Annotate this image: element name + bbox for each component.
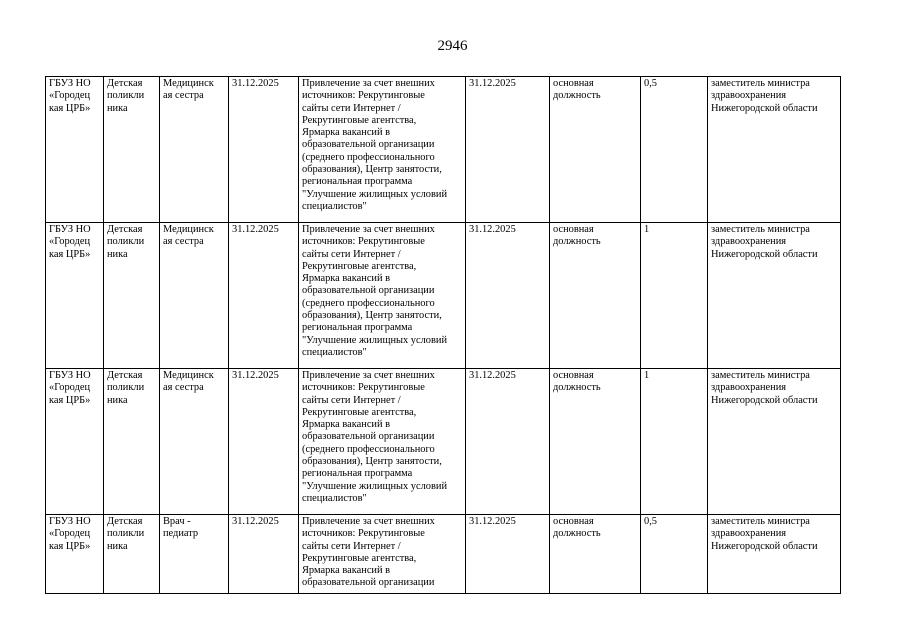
cell-responsible: заместитель министра здравоохранения Нижегородской области <box>708 223 841 369</box>
cell-rate: 1 <box>641 369 708 515</box>
cell-date: 31.12.2025 <box>466 515 550 594</box>
table-row <box>46 515 841 594</box>
page-number: 2946 <box>437 38 468 54</box>
cell-organization: ГБУЗ НО «Городец кая ЦРБ» <box>46 515 104 594</box>
cell-rate: 1 <box>641 223 708 369</box>
cell-unit: Детская поликли ника <box>104 223 160 369</box>
cell-position: Медицинск ая сестра <box>160 369 229 515</box>
cell-position: Врач - педиатр <box>160 515 229 594</box>
cell-job-type: основная должность <box>550 515 641 594</box>
cell-deadline: 31.12.2025 <box>229 369 299 515</box>
cell-unit: Детская поликли ника <box>104 77 160 223</box>
cell-source: Привлечение за счет внешних источников: Рекрутинговые сайты сети Интернет / Рекрутинговые агентства, Ярмарка вакансий в образовательной организации (среднего профессионального образования), Центр занятости, региональная программа "Улучшение жилищных условий специалистов" <box>299 223 466 369</box>
cell-unit: Детская поликли ника <box>104 369 160 515</box>
cell-job-type: основная должность <box>550 77 641 223</box>
cell-organization: ГБУЗ НО «Городец кая ЦРБ» <box>46 223 104 369</box>
cell-rate: 0,5 <box>641 515 708 594</box>
cell-responsible: заместитель министра здравоохранения Нижегородской области <box>708 77 841 223</box>
cell-deadline: 31.12.2025 <box>229 515 299 594</box>
cell-position: Медицинск ая сестра <box>160 223 229 369</box>
cell-deadline: 31.12.2025 <box>229 223 299 369</box>
cell-responsible: заместитель министра здравоохранения Нижегородской области <box>708 515 841 594</box>
page-bottom-margin <box>45 594 841 640</box>
cell-source: Привлечение за счет внешних источников: Рекрутинговые сайты сети Интернет / Рекрутинговые агентства, Ярмарка вакансий в образовательной организации (среднего профессионального образования), Центр занятости, региональная программа "Улучшение жилищных условий специалистов" <box>299 77 466 223</box>
staffing-table <box>45 76 841 594</box>
cell-organization: ГБУЗ НО «Городец кая ЦРБ» <box>46 77 104 223</box>
table-row <box>46 77 841 223</box>
cell-job-type: основная должность <box>550 369 641 515</box>
cell-source: Привлечение за счет внешних источников: Рекрутинговые сайты сети Интернет / Рекрутинговые агентства, Ярмарка вакансий в образовательной организации <box>299 515 466 594</box>
cell-date: 31.12.2025 <box>466 369 550 515</box>
table-row <box>46 223 841 369</box>
cell-date: 31.12.2025 <box>466 77 550 223</box>
table-row <box>46 369 841 515</box>
cell-source: Привлечение за счет внешних источников: Рекрутинговые сайты сети Интернет / Рекрутинговые агентства, Ярмарка вакансий в образовательной организации (среднего профессионального образования), Центр занятости, региональная программа "Улучшение жилищных условий специалистов" <box>299 369 466 515</box>
cell-job-type: основная должность <box>550 223 641 369</box>
cell-deadline: 31.12.2025 <box>229 77 299 223</box>
cell-responsible: заместитель министра здравоохранения Нижегородской области <box>708 369 841 515</box>
cell-position: Медицинск ая сестра <box>160 77 229 223</box>
cell-unit: Детская поликли ника <box>104 515 160 594</box>
cell-organization: ГБУЗ НО «Городец кая ЦРБ» <box>46 369 104 515</box>
cell-date: 31.12.2025 <box>466 223 550 369</box>
cell-rate: 0,5 <box>641 77 708 223</box>
